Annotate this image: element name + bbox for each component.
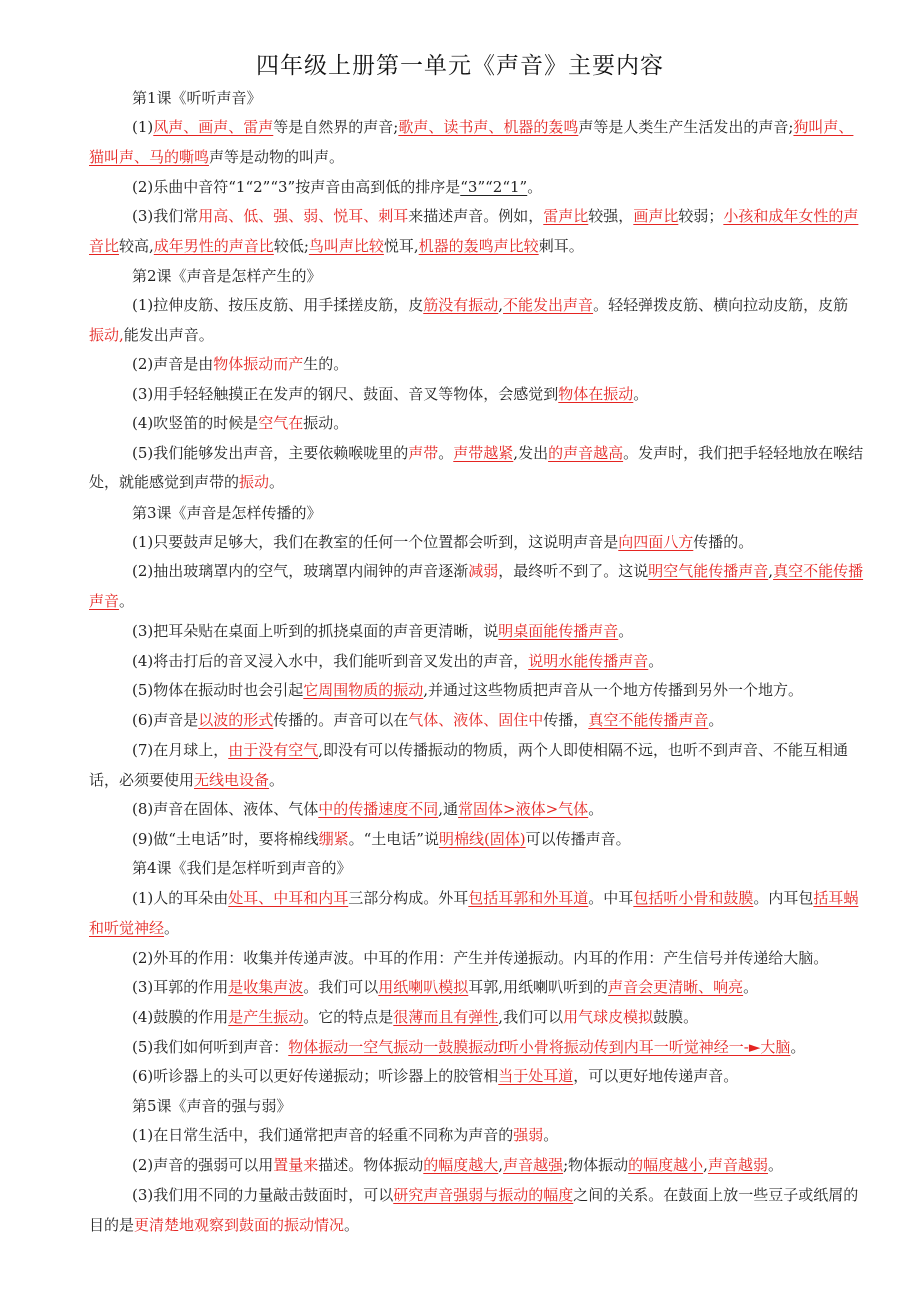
key-point-text: 真空不能传播 [773, 562, 864, 580]
body-text: (4)将击打后的音叉浸入水中，我们能听到音叉发出的声音， [132, 652, 529, 670]
body-text: 。中耳 [588, 889, 634, 907]
body-text: 。 [588, 800, 604, 818]
content-line [132, 1037, 920, 1057]
content-line [132, 384, 920, 404]
content-line [132, 680, 920, 700]
body-text: 较强， [588, 207, 634, 225]
body-text: (3)用手轻轻触摸正在发声的钢尺、鼓面、音叉等物体，会感觉到 [132, 385, 559, 403]
content-line [132, 829, 920, 849]
body-text: (8)声音在固体、液体、气体 [132, 800, 319, 818]
body-text: 。 [743, 978, 759, 996]
content-line [132, 413, 920, 433]
key-point-text: 歌声、读书声、机器的轰鸣 [398, 118, 579, 136]
key-point-text: 和听觉神经 [89, 919, 165, 937]
key-point-text: 声音越弱 [707, 1156, 768, 1174]
key-point-text: 不能发出声音 [503, 296, 594, 314]
content-line [132, 1155, 920, 1175]
body-text: 耳郭,用纸喇叭听到的 [468, 978, 609, 996]
content-line [89, 591, 889, 611]
content-line [89, 472, 889, 492]
content-line [132, 948, 920, 968]
lesson-heading: 第3课《声音是怎样传播的》 [132, 504, 322, 522]
body-text: 之间的关系。在鼓面上放一些豆子或纸屑的 [573, 1186, 859, 1204]
body-text: (3)把耳朵贴在桌面上听到的抓挠桌面的声音更清晰，说 [132, 622, 499, 640]
key-point-text: 声带 [408, 444, 439, 462]
body-text: (1)在日常生活中，我们通常把声音的轻重不同称为声音的 [132, 1126, 514, 1144]
key-point-text: 气体、液体、固住中 [408, 711, 544, 729]
key-point-text: 向四面八方 [618, 533, 694, 551]
body-text: (2)抽出玻璃罩内的空气，玻璃罩内闹钟的声音逐渐 [132, 562, 469, 580]
body-text: (5)物体在振动时也会引起 [132, 681, 304, 699]
content-line [132, 1185, 920, 1205]
body-text: (2)声音的强弱可以用 [132, 1156, 274, 1174]
body-text: (5)我们如何听到声音： [132, 1038, 289, 1056]
body-text: 。 [164, 919, 180, 937]
key-point-text: 研究声音强弱与振动的幅度 [393, 1186, 574, 1204]
body-text: (3)耳郭的作用 [132, 978, 229, 996]
key-point-text: 用纸喇叭模拟 [378, 978, 469, 996]
key-point-text: 以波的形式 [198, 711, 274, 729]
key-point-text: 筋没有振动 [423, 296, 499, 314]
body-text: 。发声时，我们把手轻轻地放在喉结 [623, 444, 864, 462]
body-text: (1) [132, 118, 154, 136]
body-text: ,我们可以 [498, 1008, 564, 1026]
body-text: (2)声音是由 [132, 355, 214, 373]
content-line [132, 532, 920, 552]
content-line [132, 1007, 920, 1027]
key-point-text: 的幅度越大 [423, 1156, 499, 1174]
key-point-text: 振动, [89, 326, 124, 344]
key-point-text: 当于处耳道 [498, 1067, 574, 1085]
body-text: 振动。 [303, 414, 349, 432]
key-point-text: 用高、低、强、弱、悦耳、刺耳 [198, 207, 409, 225]
key-point-text: 声音越强 [503, 1156, 564, 1174]
key-point-text: 声音 [89, 592, 120, 610]
key-point-text: 是收集声波 [228, 978, 304, 996]
body-text: 。 [633, 385, 649, 403]
key-point-text: 绷紧 [318, 830, 349, 848]
body-text: 。 [119, 592, 135, 610]
content-line [89, 147, 889, 167]
key-point-text: 的幅度越小 [628, 1156, 704, 1174]
body-text: (5)我们能够发出声音，主要依赖喉咙里的 [132, 444, 409, 462]
body-text: , [703, 1156, 708, 1174]
body-text: 等是自然界的声音; [273, 118, 399, 136]
content-line [132, 1125, 920, 1145]
lesson-heading: 第2课《声音是怎样产生的》 [132, 267, 322, 285]
key-point-text: 无线电设备 [194, 771, 270, 789]
key-point-text: 空气在 [258, 414, 304, 432]
key-point-text: 声音会更清晰、响亮 [608, 978, 744, 996]
key-point-text: 用气球皮模拟 [563, 1008, 654, 1026]
body-text: 刺耳。 [538, 237, 584, 255]
content-line [132, 1066, 920, 1086]
body-text: (2)乐曲中音符“1“2”“3”按声音由高到低的排序是 [132, 178, 461, 196]
key-point-text: 振动 [239, 473, 270, 491]
content-line [89, 236, 889, 256]
body-text: 传播的。声音可以在 [273, 711, 409, 729]
key-point-text: 强弱 [513, 1126, 544, 1144]
content-line [132, 651, 920, 671]
body-text: (3)我们用不同的力量敲击鼓面时，可以 [132, 1186, 394, 1204]
body-text: 。轻轻弹拨皮筋、横向拉动皮筋，皮筋 [593, 296, 849, 314]
key-point-text: 明空气能传播声音 [648, 562, 769, 580]
body-text: ,即没有可以传播振动的物质，两个人即使相隔不远，也听不到声音、不能互相通 [318, 741, 849, 759]
body-text: 可以传播声音。 [525, 830, 631, 848]
key-point-text: 狗叫声、 [793, 118, 854, 136]
key-point-text: 它周围物质的振动 [303, 681, 424, 699]
body-text: ;物体振动 [563, 1156, 629, 1174]
content-line [132, 177, 920, 197]
body-text: 。 [527, 178, 543, 196]
content-line [89, 325, 889, 345]
body-text: 三部分构成。外耳 [348, 889, 469, 907]
body-text: 。 [790, 1038, 806, 1056]
body-text: 传播， [543, 711, 589, 729]
key-point-text: 鸟叫声比较 [308, 237, 384, 255]
page-title: 四年级上册第一单元《声音》主要内容 [256, 53, 664, 79]
key-point-text: 的声音越高 [548, 444, 624, 462]
body-text: 鼓膜。 [653, 1008, 699, 1026]
body-text: 。我们可以 [303, 978, 379, 996]
body-text: 处，就能感觉到声带的 [89, 473, 240, 491]
body-text: (4)吹竖笛的时候是 [132, 414, 259, 432]
key-point-text: 是产生振动 [228, 1008, 304, 1026]
body-text: ，可以更好地传递声音。 [573, 1067, 739, 1085]
key-point-text: 小孩和成年女性的声 [723, 207, 859, 225]
key-point-text: 很薄而且有弹性 [393, 1008, 499, 1026]
content-line [89, 918, 889, 938]
body-text: (7)在月球上， [132, 741, 229, 759]
content-line [132, 621, 920, 641]
content-line [132, 799, 920, 819]
body-text: 。 [269, 473, 285, 491]
body-text: 描述。物体振动 [318, 1156, 424, 1174]
body-text: 。 [269, 771, 285, 789]
lesson-heading: 第4课《我们是怎样听到声音的》 [132, 859, 352, 877]
content-line [89, 1215, 889, 1235]
body-text: 。内耳包 [753, 889, 814, 907]
content-line [132, 977, 920, 997]
body-text: (3)我们常 [132, 207, 199, 225]
body-text: 。它的特点是 [303, 1008, 394, 1026]
body-text: 。 [767, 1156, 783, 1174]
body-text: ，最终听不到了。这说 [498, 562, 649, 580]
body-text: 较高, [119, 237, 154, 255]
key-point-text: 减弱 [468, 562, 499, 580]
body-text: 。 [708, 711, 724, 729]
key-point-text: 由于没有空气 [228, 741, 319, 759]
key-point-text: 更清楚地观察到鼓面的振动情况 [134, 1216, 345, 1234]
content-line [132, 888, 920, 908]
body-text: 。 [618, 622, 634, 640]
content-line [132, 740, 920, 760]
body-text: 悦耳, [383, 237, 419, 255]
key-point-text: 包括听小骨和鼓膜 [633, 889, 754, 907]
content-line [132, 561, 920, 581]
key-point-text: 明桌面能传播声音 [498, 622, 619, 640]
body-text: (1)人的耳朵由 [132, 889, 229, 907]
body-text: 目的是 [89, 1216, 135, 1234]
content-line [132, 354, 920, 374]
body-text: (6)听诊器上的头可以更好传递振动；听诊器上的胶管相 [132, 1067, 499, 1085]
body-text: 声等是人类生产生活发出的声音; [578, 118, 794, 136]
key-point-text: 中的传播速度不同 [318, 800, 439, 818]
key-point-text: 风声、画声、雷声 [153, 118, 274, 136]
key-point-text: 物体振动而产 [213, 355, 304, 373]
key-point-text: 猫叫声、马的嘶鸣 [89, 148, 210, 166]
body-text: 传播的。 [693, 533, 754, 551]
key-point-text: 置量来 [273, 1156, 319, 1174]
key-point-text: 说明水能传播声音 [528, 652, 649, 670]
key-point-text: 处耳、中耳和内耳 [228, 889, 349, 907]
content-line [132, 117, 920, 137]
body-text: , [498, 296, 504, 314]
content-line [89, 770, 889, 790]
body-text: 生的。 [303, 355, 349, 373]
content-line [132, 710, 920, 730]
lesson-heading: 第1课《听听声音》 [132, 89, 262, 107]
body-text: , [768, 562, 774, 580]
key-point-text: 明棉线(固体) [438, 830, 526, 848]
key-point-text: 括耳蜗 [813, 889, 859, 907]
content-line [132, 443, 920, 463]
body-text: 。 [543, 1126, 559, 1144]
body-text: (9)做“土电话”时，要将棉线 [132, 830, 319, 848]
content-line [132, 295, 920, 315]
key-point-text: 物体振动一空气振动一鼓膜振动f听小骨将振动传到内耳一听觉神经一-►大脑 [288, 1038, 791, 1056]
key-point-text: 真空不能传播声音 [588, 711, 709, 729]
body-text: ,通 [438, 800, 459, 818]
content-line [132, 206, 920, 226]
body-text: ,发出 [513, 444, 549, 462]
key-point-text: 声带越紧 [453, 444, 514, 462]
body-text: ,并通过这些物质把声音从一个地方传播到另外一个地方。 [423, 681, 804, 699]
key-point-text: 机器的轰鸣声比较 [418, 237, 539, 255]
body-text: 较低; [273, 237, 309, 255]
key-point-text: 画声比 [633, 207, 679, 225]
key-point-text: 常固体>液体>气体 [458, 800, 589, 818]
key-point-text: 物体在振动 [558, 385, 634, 403]
body-text: (1)拉伸皮筋、按压皮筋、用手揉搓皮筋，皮 [132, 296, 424, 314]
key-point-text: 成年男性的声音比 [153, 237, 274, 255]
body-text: 。 [648, 652, 664, 670]
body-text: 话，必须要使用 [89, 771, 195, 789]
body-text: “3”“2“1” [460, 178, 528, 196]
lesson-heading: 第5课《声音的强与弱》 [132, 1097, 292, 1115]
body-text: 来描述声音。例如， [408, 207, 544, 225]
body-text: (2)外耳的作用：收集并传递声波。中耳的作用：产生并传递振动。内耳的作用：产生信号并传递给大脑。 [132, 949, 829, 967]
key-point-text: 包括耳郭和外耳道 [468, 889, 589, 907]
body-text: 能发出声音。 [123, 326, 214, 344]
body-text: (1)只要鼓声足够大，我们在教室的任何一个位置都会听到，这说明声音是 [132, 533, 619, 551]
key-point-text: 雷声比 [543, 207, 589, 225]
body-text: 较弱； [678, 207, 724, 225]
body-text: (4)鼓膜的作用 [132, 1008, 229, 1026]
body-text: 。 [438, 444, 454, 462]
body-text: 声等是动物的叫声。 [209, 148, 345, 166]
body-text: 。“土电话”说 [348, 830, 439, 848]
key-point-text: 音比 [89, 237, 120, 255]
body-text: (6)声音是 [132, 711, 199, 729]
body-text: 。 [344, 1216, 360, 1234]
body-text: , [498, 1156, 504, 1174]
